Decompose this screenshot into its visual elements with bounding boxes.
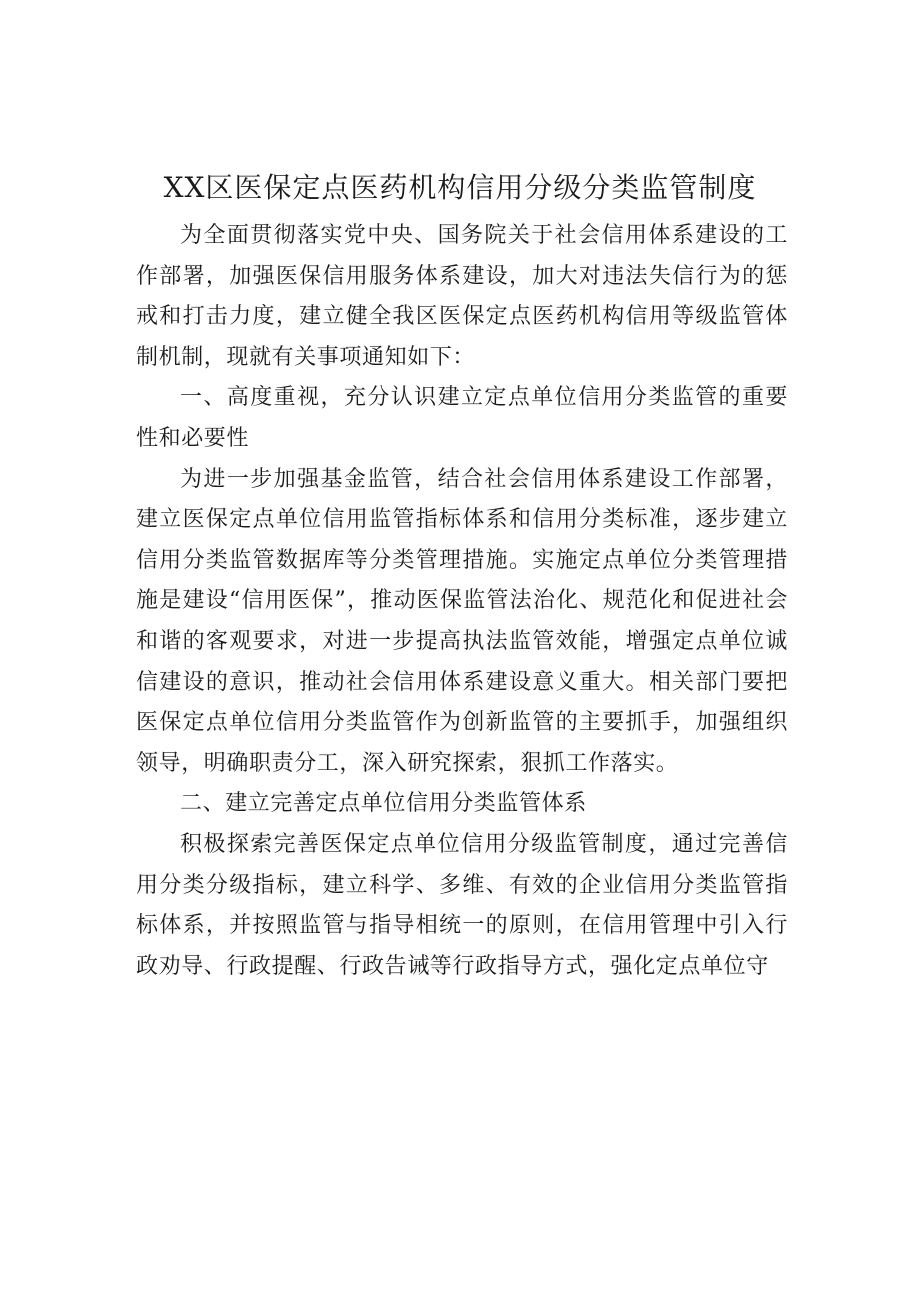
intro-paragraph: 为全面贯彻落实党中央、国务院关于社会信用体系建设的工作部署，加强医保信用服务体系建设，加大对违法失信行为的惩戒和打击力度，建立健全我区医保定点医药机构信用等级监管体制机制，现就有关事项通知如下： <box>136 223 788 370</box>
section-heading-2: 二、建立完善定点单位信用分类监管体系 <box>180 791 587 817</box>
document-body <box>136 216 788 987</box>
document-title: XX区医保定点医药机构信用分级分类监管制度 <box>163 171 757 204</box>
section-heading-1: 一、高度重视，充分认识建立定点单位信用分类监管的重要性和必要性 <box>136 385 788 451</box>
section-1-paragraph: 为进一步加强基金监管，结合社会信用体系建设工作部署，建立医保定点单位信用监管指标体系和信用分类标准，逐步建立信用分类监管数据库等分类管理措施。实施定点单位分类管理措施是建设“信用医保”，推动医保监管法治化、规范化和促进社会和谐的客观要求，对进一步提高执法监管效能，增强定点单位诚信建设的意识，推动社会信用体系建设意义重大。相关部门要把医保定点单位信用分类监管作为创新监管的主要抓手，加强组织领导，明确职责分工，深入研究探索，狠抓工作落实。 <box>136 466 788 776</box>
section-2-paragraph: 积极探索完善医保定点单位信用分级监管制度，通过完善信用分类分级指标，建立科学、多维、有效的企业信用分类监管指标体系，并按照监管与指导相统一的原则，在信用管理中引入行政劝导、行政提醒、行政告诫等行政指导方式，强化定点单位守 <box>136 831 788 979</box>
